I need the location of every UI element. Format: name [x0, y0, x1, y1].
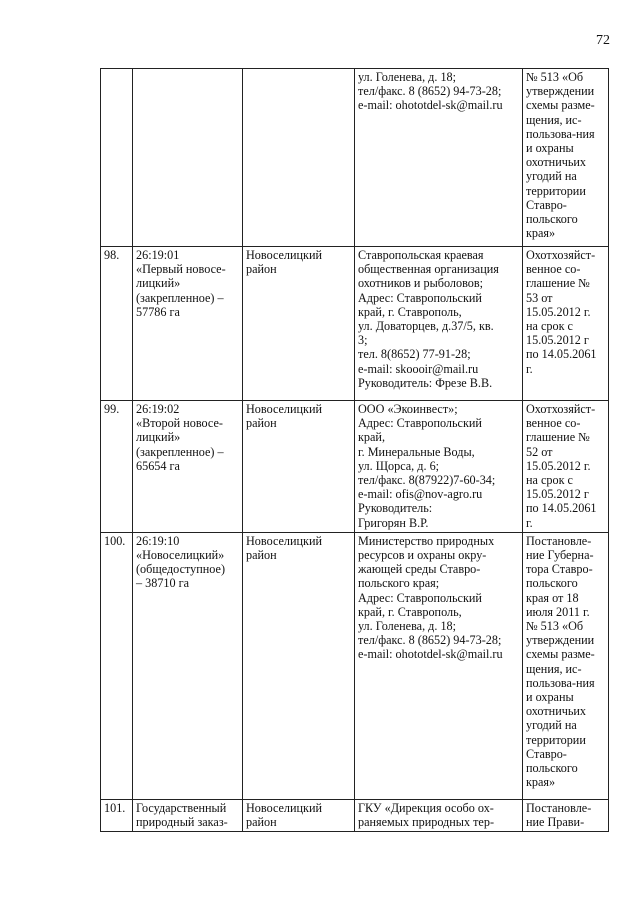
organization-cell-line: Григорян В.Р.: [358, 515, 429, 530]
basis-cell: [523, 401, 609, 533]
district-cell-line: район: [246, 815, 277, 830]
organization-cell-line: тел/факс. 8 (8652) 94-73-28;: [358, 84, 502, 99]
organization-cell-line: край, г. Ставрополь,: [358, 304, 462, 319]
organization-cell-line: Руководитель:: [358, 501, 433, 516]
organization-cell-line: польского края;: [358, 576, 440, 591]
basis-cell-line: Ставро-: [526, 197, 567, 212]
basis-cell-line: угодий на: [526, 169, 577, 184]
basis-cell-line: края»: [526, 226, 556, 241]
hunting-grounds-table: [100, 68, 609, 832]
organization-cell-line: ул. Голенева, д. 18;: [358, 70, 457, 84]
ground-name-cell-line: лицкий»: [136, 430, 181, 445]
basis-cell-line: пользова-ния: [526, 675, 595, 690]
table-row: [101, 799, 609, 831]
organization-cell-line: край, г. Ставрополь,: [358, 604, 462, 619]
district-cell: [243, 247, 355, 401]
organization-cell-line: край,: [358, 430, 385, 445]
ground-name-cell: [133, 532, 243, 799]
basis-cell-line: польского: [526, 576, 578, 591]
basis-cell-line: схемы разме-: [526, 98, 595, 113]
organization-cell-line: охотников и рыболовов;: [358, 276, 483, 291]
basis-cell-line: по 14.05.2061: [526, 501, 597, 516]
ground-name-cell-line: 65654 га: [136, 458, 180, 473]
organization-cell-line: тел/факс. 8(87922)7-60-34;: [358, 473, 496, 488]
organization-cell-line: жающей среды Ставро-: [358, 562, 481, 577]
district-cell-line: район: [246, 262, 277, 277]
table-row: [101, 247, 609, 401]
basis-cell-line: июля 2011 г.: [526, 604, 590, 619]
organization-cell-line: ул. Голенева, д. 18;: [358, 619, 457, 634]
basis-cell-line: польского: [526, 212, 578, 227]
basis-cell-line: № 513 «Об: [526, 619, 584, 634]
ground-name-cell-line: Государственный: [136, 800, 227, 815]
basis-cell-line: г.: [526, 515, 533, 530]
basis-cell-line: территории: [526, 732, 586, 747]
organization-cell-line: e-mail: ohototdel-sk@mail.ru: [358, 647, 503, 662]
basis-cell-line: по 14.05.2061: [526, 347, 597, 362]
basis-cell-line: края»: [526, 775, 556, 790]
ground-name-cell: [133, 799, 243, 831]
basis-cell-line: и охраны: [526, 690, 574, 705]
basis-cell: [523, 532, 609, 799]
organization-cell-line: ул. Щорса, д. 6;: [358, 458, 440, 473]
ground-name-cell-line: (закрепленное) –: [136, 444, 224, 459]
basis-cell-line: территории: [526, 183, 586, 198]
district-cell: [243, 799, 355, 831]
organization-cell-line: Адрес: Ставропольский: [358, 416, 482, 431]
organization-cell-line: 3;: [358, 333, 368, 348]
basis-cell-line: угодий на: [526, 718, 577, 733]
district-cell-line: Новоселицкий: [246, 248, 323, 262]
table-row: [101, 532, 609, 799]
ground-name-cell-line: «Новоселицкий»: [136, 548, 225, 563]
district-cell-line: Новоселицкий: [246, 402, 323, 416]
organization-cell-line: ресурсов и охраны окру-: [358, 548, 487, 563]
organization-cell-line: e-mail: skoooir@mail.ru: [358, 361, 479, 376]
basis-cell-line: схемы разме-: [526, 647, 595, 662]
row-number: 101.: [101, 799, 133, 831]
basis-cell-line: 15.05.2012 г: [526, 487, 589, 502]
organization-cell-line: e-mail: ohototdel-sk@mail.ru: [358, 98, 503, 113]
basis-cell-line: края от 18: [526, 590, 579, 605]
basis-cell-line: тора Ставро-: [526, 562, 593, 577]
basis-cell-line: Охотхозяйст-: [526, 402, 596, 416]
ground-name-cell-line: «Первый новосе-: [136, 262, 226, 277]
organization-cell-line: Адрес: Ставропольский: [358, 290, 482, 305]
organization-cell: [355, 247, 523, 401]
basis-cell-line: утверждении: [526, 633, 595, 648]
basis-cell-line: и охраны: [526, 141, 574, 156]
row-number: 98.: [101, 247, 133, 401]
basis-cell-line: 15.05.2012 г.: [526, 304, 591, 319]
basis-cell: [523, 69, 609, 247]
organization-cell: [355, 532, 523, 799]
basis-cell-line: венное со-: [526, 416, 581, 431]
ground-name-cell-line: 26:19:01: [136, 248, 180, 262]
row-number: 99.: [101, 401, 133, 533]
basis-cell-line: глашение №: [526, 276, 590, 291]
table-row: [101, 401, 609, 533]
basis-cell-line: охотничьих: [526, 704, 587, 719]
ground-name-cell-line: лицкий»: [136, 276, 181, 291]
organization-cell-line: Руководитель: Фрезе В.В.: [358, 375, 493, 390]
organization-cell-line: ул. Доваторцев, д.37/5, кв.: [358, 319, 494, 334]
table-body: [101, 69, 609, 832]
basis-cell: [523, 247, 609, 401]
basis-cell-line: г.: [526, 361, 533, 376]
organization-cell-line: Ставропольская краевая: [358, 248, 484, 262]
basis-cell-line: на срок с: [526, 319, 573, 334]
basis-cell-line: щения, ис-: [526, 112, 582, 127]
basis-cell-line: № 513 «Об: [526, 70, 584, 84]
basis-cell-line: щения, ис-: [526, 661, 582, 676]
basis-cell-line: Охотхозяйст-: [526, 248, 596, 262]
row-number: [101, 69, 133, 247]
basis-cell-line: 15.05.2012 г: [526, 333, 589, 348]
district-cell: [243, 532, 355, 799]
basis-cell-line: пользова-ния: [526, 126, 595, 141]
organization-cell: [355, 799, 523, 831]
ground-name-cell-line: природный заказ-: [136, 815, 228, 830]
ground-name-cell: [133, 69, 243, 247]
organization-cell-line: тел. 8(8652) 77-91-28;: [358, 347, 471, 362]
district-cell: [243, 401, 355, 533]
table-row: [101, 69, 609, 247]
ground-name-cell-line: (закрепленное) –: [136, 290, 224, 305]
district-cell-line: Новоселицкий: [246, 533, 323, 548]
basis-cell-line: 52 от: [526, 444, 553, 459]
organization-cell-line: раняемых природных тер-: [358, 815, 494, 830]
basis-cell-line: Постановле-: [526, 533, 592, 548]
row-number: 100.: [101, 532, 133, 799]
basis-cell: [523, 799, 609, 831]
basis-cell-line: на срок с: [526, 473, 573, 488]
district-cell-line: район: [246, 416, 277, 431]
basis-cell-line: утверждении: [526, 84, 595, 99]
ground-name-cell-line: 26:19:02: [136, 402, 180, 416]
ground-name-cell: [133, 247, 243, 401]
ground-name-cell-line: 57786 га: [136, 304, 180, 319]
organization-cell: [355, 401, 523, 533]
ground-name-cell-line: 26:19:10: [136, 533, 180, 548]
ground-name-cell: [133, 401, 243, 533]
basis-cell-line: Постановле-: [526, 800, 592, 815]
basis-cell-line: ние Губерна-: [526, 548, 594, 563]
organization-cell-line: тел/факс. 8 (8652) 94-73-28;: [358, 633, 502, 648]
ground-name-cell-line: «Второй новосе-: [136, 416, 223, 431]
basis-cell-line: Ставро-: [526, 746, 567, 761]
basis-cell-line: польского: [526, 761, 578, 776]
organization-cell-line: Министерство природных: [358, 533, 495, 548]
district-cell: [243, 69, 355, 247]
district-cell-line: район: [246, 548, 277, 563]
basis-cell-line: венное со-: [526, 262, 581, 277]
basis-cell-line: 15.05.2012 г.: [526, 458, 591, 473]
basis-cell-line: охотничьих: [526, 155, 587, 170]
basis-cell-line: 53 от: [526, 290, 553, 305]
organization-cell-line: ГКУ «Дирекция особо ох-: [358, 800, 494, 815]
basis-cell-line: глашение №: [526, 430, 590, 445]
page-number: 72: [596, 33, 610, 48]
organization-cell-line: Адрес: Ставропольский: [358, 590, 482, 605]
organization-cell-line: ООО «Экоинвест»;: [358, 402, 458, 416]
organization-cell-line: общественная организация: [358, 262, 499, 277]
organization-cell-line: e-mail: ofis@nov-agro.ru: [358, 487, 483, 502]
ground-name-cell-line: (общедоступное): [136, 562, 226, 577]
ground-name-cell-line: – 38710 га: [136, 576, 190, 591]
organization-cell: [355, 69, 523, 247]
basis-cell-line: ние Прави-: [526, 815, 585, 830]
district-cell-line: Новоселицкий: [246, 800, 323, 815]
organization-cell-line: г. Минеральные Воды,: [358, 444, 475, 459]
